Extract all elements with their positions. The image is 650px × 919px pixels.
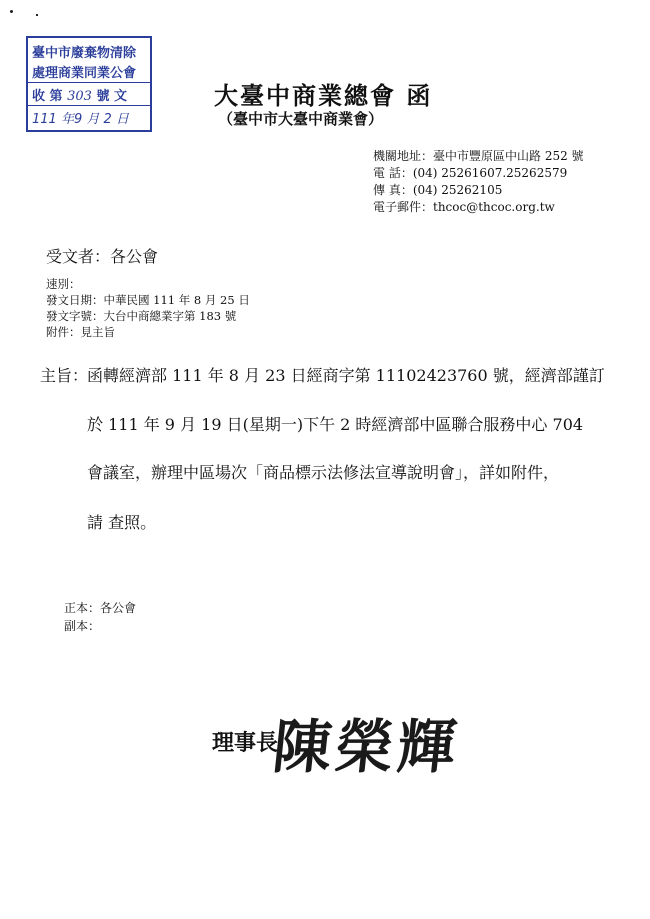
subject-line: 請 查照。 xyxy=(87,513,157,532)
stamp-receipt-no: 303 xyxy=(67,89,92,104)
document-title: 大臺中商業總會 函 xyxy=(214,81,433,110)
scan-speck xyxy=(36,14,38,16)
contact-phone: 電 話：(04) 25261607.25262579 xyxy=(373,166,568,180)
subject-line: 會議室，辦理中區場次「商品標示法修法宣導說明會」，詳如附件， xyxy=(87,463,560,482)
contact-email: 電子郵件：thcoc@thcoc.org.tw xyxy=(373,200,555,214)
subject-line: 函轉經濟部 111 年 8 月 23 日經商字第 11102423760 號，經濟部謹訂 xyxy=(87,366,605,385)
contact-address: 機關地址：臺中市豐原區中山路 252 號 xyxy=(373,149,584,163)
stamp-receipt-number xyxy=(28,85,150,106)
distribution-copy: 副本： xyxy=(64,619,101,633)
document-subtitle: （臺中市大臺中商業會） xyxy=(218,110,384,128)
distribution xyxy=(64,599,136,635)
document-meta xyxy=(46,276,250,340)
stamp-receipt-no-label: 第 xyxy=(49,89,63,104)
subject-line: 於 111 年 9 月 19 日(星期一)下午 2 時經濟部中區聯合服務中心 704 xyxy=(87,415,584,434)
stamp-receipt-suffix: 文 xyxy=(114,89,128,104)
received-stamp xyxy=(26,36,152,132)
contact-block xyxy=(373,148,584,216)
stamp-line-2: 處理商業同業公會 xyxy=(28,62,150,83)
signature-name: 陳榮輝 xyxy=(269,713,464,781)
meta-date: 發文日期：中華民國 111 年 8 月 25 日 xyxy=(46,293,250,307)
contact-fax: 傳 真：(04) 25262105 xyxy=(373,183,503,197)
stamp-line-1: 臺中市廢棄物清除 xyxy=(32,46,137,61)
scan-speck xyxy=(10,10,13,13)
signature-title: 理事長 xyxy=(212,731,279,756)
recipient: 受文者：各公會 xyxy=(46,247,159,266)
distribution-main: 正本：各公會 xyxy=(64,601,137,615)
meta-speed: 速別： xyxy=(46,277,81,291)
subject-label: 主旨： xyxy=(40,366,89,385)
stamp-date: 111 年9 月 2 日 xyxy=(32,112,129,127)
stamp-receipt-prefix: 收 xyxy=(32,89,46,104)
meta-number: 發文字號：大台中商總業字第 183 號 xyxy=(46,309,237,323)
meta-attachment: 附件：見主旨 xyxy=(46,325,115,339)
stamp-receipt-no-suffix: 號 xyxy=(96,89,110,104)
